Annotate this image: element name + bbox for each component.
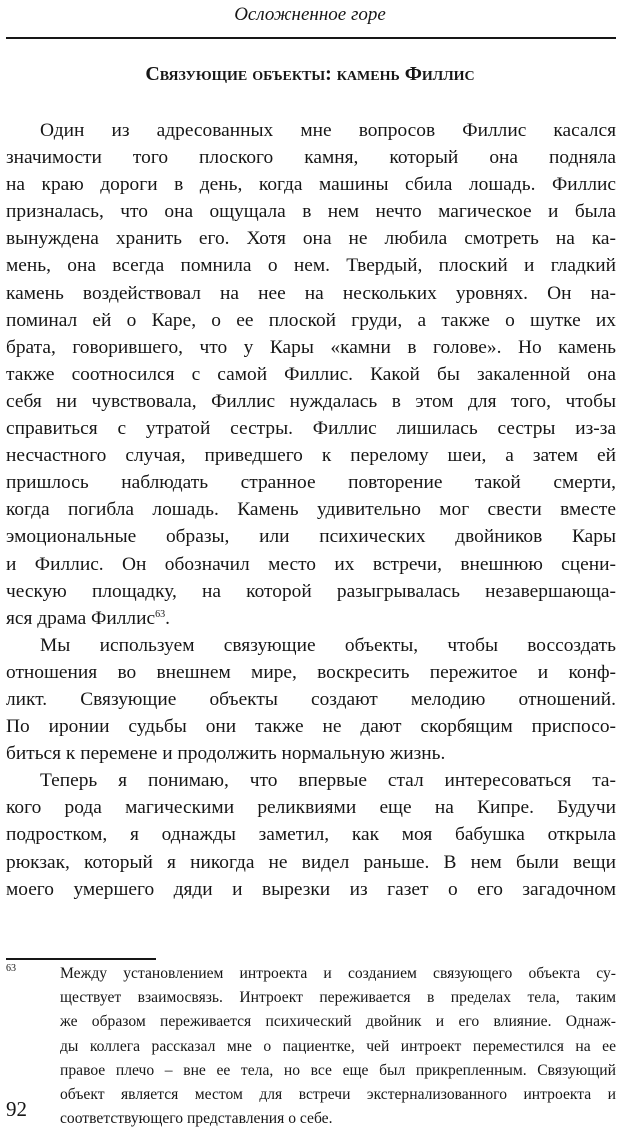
- text-line: Мы используем связующие объекты, чтобы воссоздать: [40, 634, 616, 656]
- text-line: мень, она всегда помнила о нем. Твердый, плоский и гладкий: [6, 255, 616, 277]
- text-line: призналась, что она ощущала в нем нечто магическое и была: [6, 201, 616, 223]
- body-text: [6, 117, 616, 903]
- text-line: биться к перемене и продолжить нормальную жизнь.: [6, 743, 446, 765]
- text-line: на краю дороги в день, когда машины сбила лошадь. Филлис: [6, 174, 616, 196]
- running-head: Осложненное горе: [234, 4, 386, 25]
- text-line: брата, говорившего, что у Кары «камни в голове». Но камень: [6, 336, 616, 358]
- paragraph-2: [6, 632, 616, 767]
- footnote-line: правое плечо – вне ее тела, но все еще был прикрепленным. Связующий: [60, 1061, 616, 1079]
- text-line: несчастного случая, приведшего к перелому шеи, а затем ей: [6, 445, 616, 467]
- text-line: подростком, я однажды заметил, как моя бабушка открыла: [6, 824, 616, 846]
- footnote-line: же образом переживается психический двойник и его влияние. Однаж-: [60, 1013, 616, 1031]
- text-line: ческую площадку, на которой разыгрывалась незавершающа-: [6, 580, 616, 602]
- text-line: и Филлис. Он обозначил место их встречи, внешнюю сцени-: [6, 553, 616, 575]
- text-line: когда погибла лошадь. Камень удивительно мог свести вместе: [6, 499, 616, 521]
- page-number: 92: [6, 1097, 27, 1121]
- footnote-number: 63: [6, 963, 16, 974]
- footnote-reference[interactable]: 63: [155, 608, 166, 620]
- text-line: эмоциональные образы, или психических двойников Кары: [6, 526, 616, 548]
- text-line: поминал ей о Каре, о ее плоской груди, а также о шутке их: [6, 309, 616, 331]
- footnote-line: объект является местом для встречи экстернализованного интроекта и: [60, 1086, 616, 1104]
- text-fragment: яся драма Филлис: [6, 607, 156, 629]
- text-line: вынуждена хранить его. Хотя она не любила смотреть на ка-: [6, 228, 616, 250]
- text-line: Один из адресованных мне вопросов Филлис касался: [40, 120, 616, 141]
- text-line: также соотносился с самой Филлис. Какой бы закаленной она: [6, 363, 616, 385]
- footnote-line: ществует взаимосвязь. Интроект переживается в пределах тела, таким: [60, 989, 616, 1007]
- footnote-rule: [6, 958, 156, 960]
- paragraph-1: [6, 117, 616, 632]
- text-line: пришлось наблюдать странное повторение такой смерти,: [6, 472, 616, 494]
- footnote-text: [60, 962, 616, 1131]
- text-line: ликт. Связующие объекты создают мелодию отношений.: [6, 688, 616, 710]
- header-rule: [6, 37, 616, 39]
- text-line: себя ни чувствовала, Филлис нуждалась в этом для того, чтобы: [6, 390, 616, 412]
- text-line: рюкзак, который я никогда не видел раньше. В нем были вещи: [6, 851, 616, 873]
- text-line: кого рода магическими реликвиями еще на Кипре. Будучи: [6, 797, 616, 819]
- text-line: справиться с утратой сестры. Филлис лишилась сестры из-за: [6, 418, 616, 440]
- text-line: моего умершего дяди и вырезки из газет о его загадочном: [6, 878, 616, 900]
- paragraph-3: [6, 767, 616, 902]
- footnote-line: ды коллега рассказал мне о пациентке, чей интроект переместился на ее: [60, 1037, 616, 1055]
- text-line: По иронии судьбы они также не дают скорбящим приспосо-: [6, 716, 616, 738]
- text-line: камень воздействовал на нее на нескольких уровнях. Он на-: [6, 282, 616, 304]
- text-line: значимости того плоского камня, который она подняла: [6, 147, 616, 169]
- text-line: Теперь я понимаю, что впервые стал интересоваться та-: [40, 770, 616, 792]
- text-line: яся драма Филлис$^{63}$.: [6, 607, 170, 629]
- footnote-line: соответствующего представления о себе.: [60, 1110, 333, 1128]
- footnote-line: Между установлением интроекта и созданием связующего объекта су-: [60, 965, 616, 982]
- section-heading: Связующие объекты: камень Филлис: [145, 63, 475, 85]
- text-line: отношения во внешнем мире, воскресить пережитое и конф-: [6, 661, 616, 683]
